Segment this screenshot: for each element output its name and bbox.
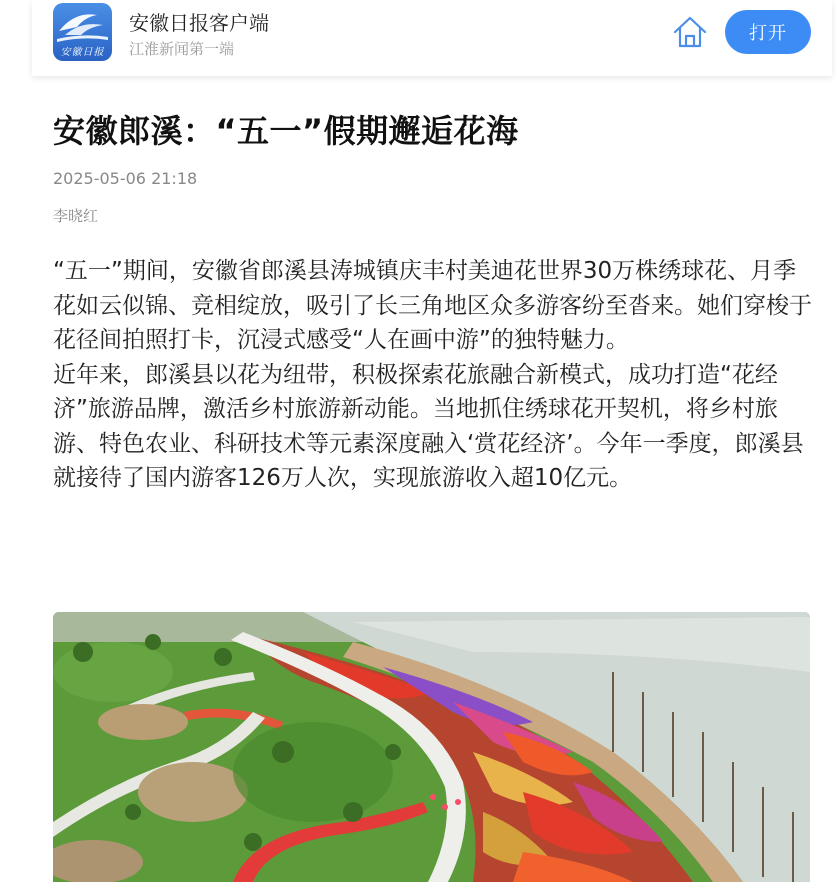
open-app-button[interactable]: 打开: [725, 10, 811, 54]
app-name: 安徽日报客户端: [129, 11, 269, 35]
paragraph: “五一”期间，安徽省郎溪县涛城镇庆丰村美迪花世界30万株绣球花、月季花如云似锦、竞相绽放，吸引了长三角地区众多游客纷至沓来。她们穿梭于花径间拍照打卡，沉浸式感受“人在画中游”的独特魅力。: [53, 258, 812, 353]
article-body: [53, 254, 815, 496]
app-tagline: 江淮新闻第一端: [129, 40, 235, 58]
home-icon[interactable]: [672, 14, 708, 50]
flower-garden-image: [53, 612, 810, 882]
author-name: 李晓红: [53, 207, 99, 225]
logo-text: 安徽日报: [60, 47, 105, 58]
app-logo[interactable]: [53, 3, 112, 61]
app-download-banner: [32, 0, 832, 76]
publish-date: 2025-05-06 21:18: [53, 169, 198, 188]
paragraph: 近年来，郎溪县以花为纽带，积极探索花旅融合新模式，成功打造“花经济”旅游品牌，激活乡村旅游新动能。当地抓住绣球花开契机，将乡村旅游、特色农业、科研技术等元素深度融入‘赏花经济’。今年一季度，郎溪县就接待了国内游客126万人次，实现旅游收入超10亿元。: [53, 361, 804, 491]
article-title: 安徽郎溪：“五一”假期邂逅花海: [53, 112, 519, 150]
article-photo[interactable]: [53, 612, 810, 882]
